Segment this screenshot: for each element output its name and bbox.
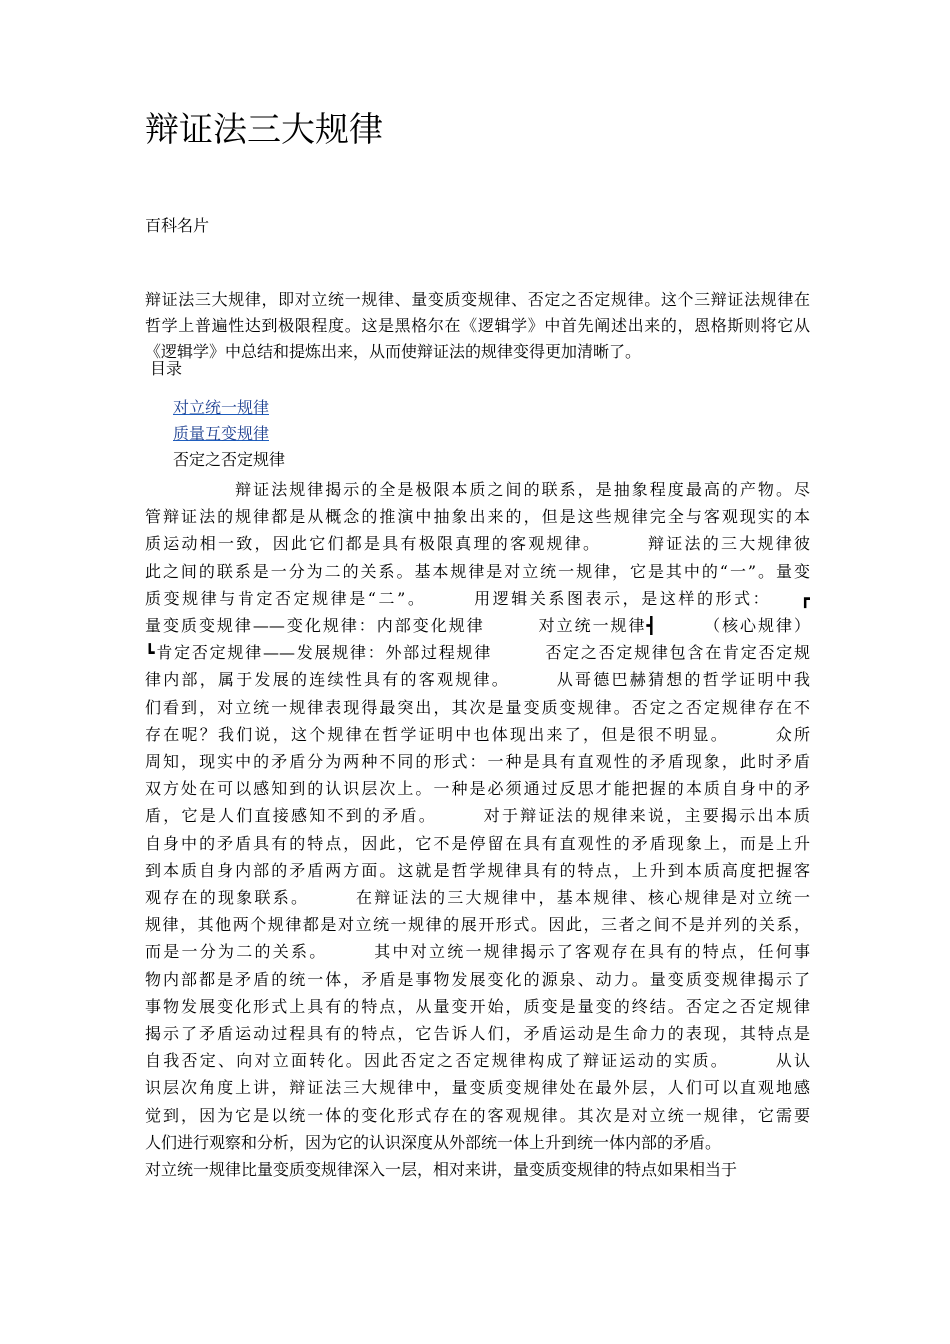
body-line: 自身中的矛盾具有的特点，因此，它不是停留在具有直观性的矛盾现象上，而是上升 (145, 833, 810, 853)
body-line: 人们进行观察和分析，因为它的认识深度从外部统一体上升到统一体内部的矛盾。 (145, 1132, 722, 1152)
body-line: 物内部都是矛盾的统一体，矛盾是事物发展变化的源泉、动力。量变质变规律揭示了 (145, 969, 810, 989)
toc-link-label[interactable]: 质量互变规律 (173, 424, 270, 443)
body-line: 存在呢？我们说，这个规律在哲学证明中也体现出来了，但是很不明显。 众所 (145, 724, 810, 744)
body-line: 双方处在可以感知到的认识层次上。一种是必须通过反思才能把握的本质自身中的矛 (145, 779, 810, 799)
body-line: 律内部，属于发展的连续性具有的客观规律。 从哥德巴赫猜想的哲学证明中我 (145, 670, 810, 690)
body-line: 对立统一规律比量变质变规律深入一层，相对来讲，量变质变规律的特点如果相当于 (145, 1160, 738, 1179)
intro-line-3: 《逻辑学》中总结和提炼出来，从而使辩证法的规律变得更加清晰了。 (145, 342, 642, 361)
body-line: 质变规律与肯定否定规律是“二”。 用逻辑关系图表示，是这样的形式： ┏ (145, 588, 810, 608)
body-line: 揭示了矛盾运动过程具有的特点，它告诉人们，矛盾运动是生命力的表现，其特点是 (145, 1024, 810, 1043)
body-line: 觉到，因为它是以统一体的变化形式存在的客观规律。其次是对立统一规律，它需要 (145, 1105, 810, 1125)
toc-item-1[interactable] (173, 396, 269, 420)
intro-line-1: 辩证法三大规律，即对立统一规律、量变质变规律、否定之否定规律。这个三辩证法规律在 (145, 290, 810, 309)
subtitle: 百科名片 (145, 216, 210, 235)
body-line: 到本质自身内部的矛盾两方面。这就是哲学规律具有的特点，上升到本质高度把握客 (145, 860, 810, 880)
body-line: 量变质变规律——变化规律：内部变化规律 对立统一规律┫ （核心规律） (145, 616, 810, 635)
toc-link-label[interactable]: 对立统一规律 (173, 398, 270, 417)
body-line: 们看到，对立统一规律表现得最突出，其次是量变质变规律。否定之否定规律存在不 (145, 697, 810, 717)
body-line: 识层次角度上讲，辩证法三大规律中，量变质变规律处在最外层，人们可以直观地感 (145, 1078, 810, 1098)
body-line: 周知，现实中的矛盾分为两种不同的形式：一种是具有直观性的矛盾现象，此时矛盾 (145, 752, 810, 771)
body-line: 自我否定、向对立面转化。因此否定之否定规律构成了辩证运动的实质。 从认 (145, 1051, 810, 1071)
body-line: 辩证法规律揭示的全是极限本质之间的联系，是抽象程度最高的产物。尽 (145, 480, 810, 499)
toc-heading: 目录 (150, 359, 183, 378)
body-line: 事物发展变化形式上具有的特点，从量变开始，质变是量变的终结。否定之否定规律 (145, 996, 810, 1016)
toc-item-3: 否定之否定规律 (173, 450, 286, 469)
page-title: 辩证法三大规律 (145, 110, 383, 150)
body-line: 规律，其他两个规律都是对立统一规律的展开形式。因此，三者之间不是并列的关系， (145, 915, 810, 935)
body-line: ┗肯定否定规律——发展规律：外部过程规律 否定之否定规律包含在肯定否定规 (145, 643, 810, 663)
body-line: 盾，它是人们直接感知不到的矛盾。 对于辩证法的规律来说，主要揭示出本质 (145, 806, 810, 826)
body-line: 质运动相一致，因此它们都是具有极限真理的客观规律。 辩证法的三大规律彼 (145, 534, 810, 554)
body-line: 管辩证法的规律都是从概念的推演中抽象出来的，但是这些规律完全与客观现实的本 (145, 507, 810, 527)
toc-item-2[interactable] (173, 422, 269, 446)
body-line: 而是一分为二的关系。 其中对立统一规律揭示了客观存在具有的特点，任何事 (145, 942, 810, 962)
body-line: 观存在的现象联系。 在辩证法的三大规律中，基本规律、核心规律是对立统一 (145, 888, 810, 907)
intro-line-2: 哲学上普遍性达到极限程度。这是黑格尔在《逻辑学》中首先阐述出来的，恩格斯则将它从 (145, 316, 810, 335)
body-line: 此之间的联系是一分为二的关系。基本规律是对立统一规律，它是其中的“一”。量变 (145, 561, 810, 581)
